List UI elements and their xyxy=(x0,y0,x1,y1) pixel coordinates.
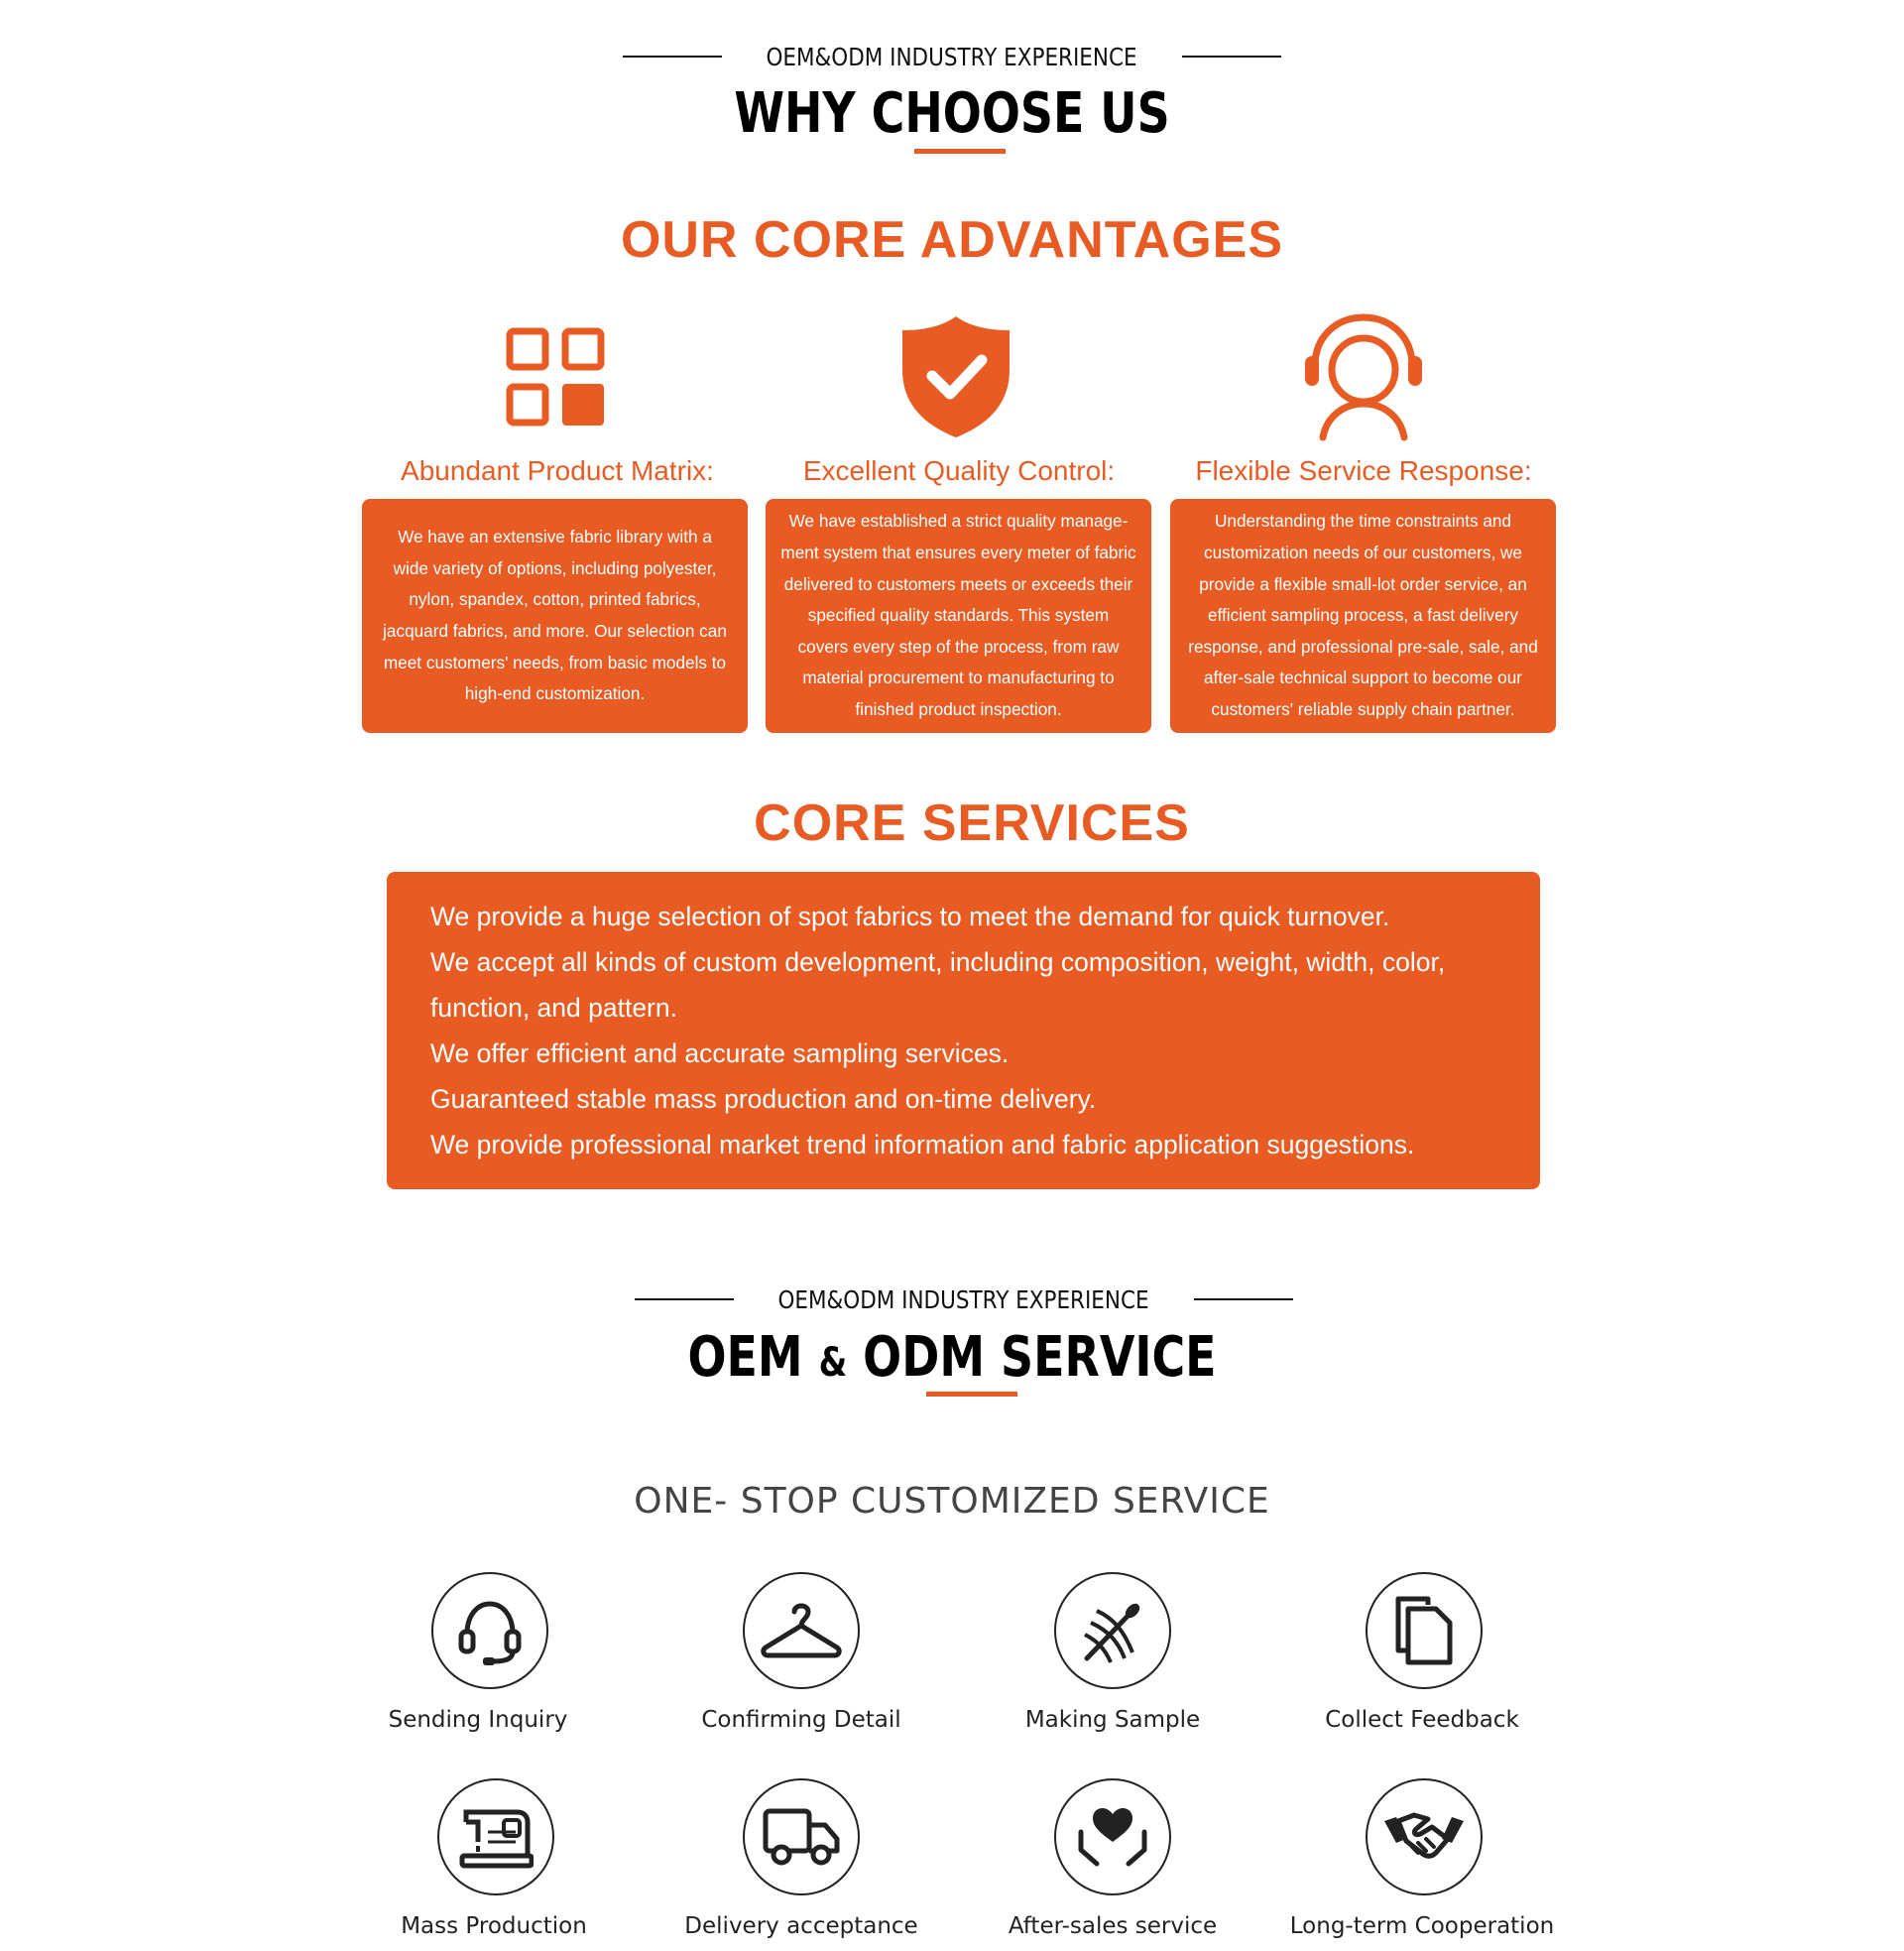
step-circle xyxy=(1054,1572,1171,1689)
step-label: Sending Inquiry xyxy=(388,1707,568,1733)
step-long-term-cooperation xyxy=(1273,1778,1571,1947)
step-sending-inquiry xyxy=(329,1572,627,1741)
advantage-title-service-response: Flexible Service Response: xyxy=(1195,455,1532,486)
advantage-desc-product-matrix: We have an extensive fabric library with a wide variety of options, including polyester, nylon, spandex, cotton, printed fabrics, jacquard fabrics, and more. Our selection can meet customers' needs, from basic models to high-end customization. xyxy=(383,527,727,704)
core-advantages-heading: OUR CORE ADVANTAGES xyxy=(620,211,1284,269)
eyebrow-left-line xyxy=(623,56,722,58)
sewing-machine-icon xyxy=(458,1802,534,1872)
step-circle xyxy=(1054,1778,1171,1895)
step-confirming-detail xyxy=(653,1572,950,1741)
eyebrow-right-line xyxy=(1194,1298,1293,1300)
advantage-desc-service-response: Understanding the time constraints and customization needs of our customers, we provide a flexible small-lot order service, an efficient sampling process, a fast delivery response, and professional pre-sale, sale, and after-sale technical support to become our customers' reliable supply chain partner. xyxy=(1188,511,1538,719)
step-label: Confirming Detail xyxy=(701,1707,901,1733)
step-making-sample xyxy=(964,1572,1261,1741)
service-line: Guaranteed stable mass production and on-time delivery. xyxy=(430,1084,1097,1114)
advantage-desc-quality-control: We have established a strict quality manage- ment system that ensures every meter of fabric delivered to customers meets or exceeds their specified quality standards. This system covers every step of the process, from raw material procurement to manufacturing to finished product inspection. xyxy=(780,511,1136,719)
handshake-icon xyxy=(1382,1805,1466,1869)
oem-odm-service-title: OEM & ODM SERVICE xyxy=(687,1325,1217,1390)
step-circle xyxy=(437,1778,554,1895)
step-mass-production xyxy=(345,1778,643,1947)
step-label: Collect Feedback xyxy=(1325,1707,1519,1733)
service-line: We provide professional market trend information and fabric application suggestions. xyxy=(430,1130,1415,1159)
step-label: Mass Production xyxy=(401,1913,587,1939)
truck-icon xyxy=(762,1805,841,1869)
service-line: We offer efficient and accurate sampling services. xyxy=(430,1038,1010,1068)
heart-hands-icon xyxy=(1075,1802,1150,1872)
advantage-title-product-matrix: Abundant Product Matrix: xyxy=(401,455,714,486)
step-circle xyxy=(743,1572,860,1689)
eyebrow-text: OEM&ODM INDUSTRY EXPERIENCE xyxy=(766,42,1138,71)
headset-icon xyxy=(453,1594,527,1667)
step-label: Making Sample xyxy=(1024,1707,1201,1733)
step-circle xyxy=(1366,1778,1483,1895)
step-circle xyxy=(1366,1572,1483,1689)
eyebrow-industry-experience xyxy=(0,37,1904,76)
service-line: function, and pattern. xyxy=(430,993,677,1023)
service-line: We accept all kinds of custom development, including composition, weight, width, color, xyxy=(430,947,1446,977)
step-label: After-sales service xyxy=(1008,1913,1218,1939)
eyebrow-text: OEM&ODM INDUSTRY EXPERIENCE xyxy=(777,1284,1150,1314)
eyebrow-left-line xyxy=(635,1298,734,1300)
title-underline-2 xyxy=(926,1392,1017,1397)
needle-thread-icon xyxy=(1075,1593,1150,1668)
step-circle xyxy=(743,1778,860,1895)
advantage-card-service-response xyxy=(1170,499,1556,733)
step-label: Delivery acceptance xyxy=(684,1913,918,1939)
core-services-heading: CORE SERVICES xyxy=(754,794,1190,852)
core-services-box xyxy=(387,872,1540,1189)
step-after-sales-service xyxy=(964,1778,1261,1947)
shield-check-icon xyxy=(900,314,1012,439)
eyebrow-right-line xyxy=(1182,56,1281,58)
title-underline xyxy=(914,149,1006,154)
step-delivery-acceptance xyxy=(653,1778,950,1947)
why-choose-us-title: WHY CHOOSE US xyxy=(734,81,1170,146)
advantage-title-quality-control: Excellent Quality Control: xyxy=(802,455,1116,486)
eyebrow-industry-experience-2 xyxy=(12,1280,1904,1319)
advantage-card-quality-control xyxy=(766,499,1151,733)
hanger-icon xyxy=(760,1596,843,1665)
documents-icon xyxy=(1392,1593,1456,1668)
headset-agent-icon xyxy=(1301,312,1426,441)
one-stop-subheading: ONE- STOP CUSTOMIZED SERVICE xyxy=(634,1481,1270,1522)
step-collect-feedback xyxy=(1273,1572,1571,1741)
service-line: We provide a huge selection of spot fabrics to meet the demand for quick turnover. xyxy=(430,902,1390,931)
step-label: Long-term Cooperation xyxy=(1289,1913,1555,1939)
grid-squares-icon xyxy=(506,327,607,428)
step-circle xyxy=(431,1572,548,1689)
advantage-card-product-matrix xyxy=(362,499,748,733)
